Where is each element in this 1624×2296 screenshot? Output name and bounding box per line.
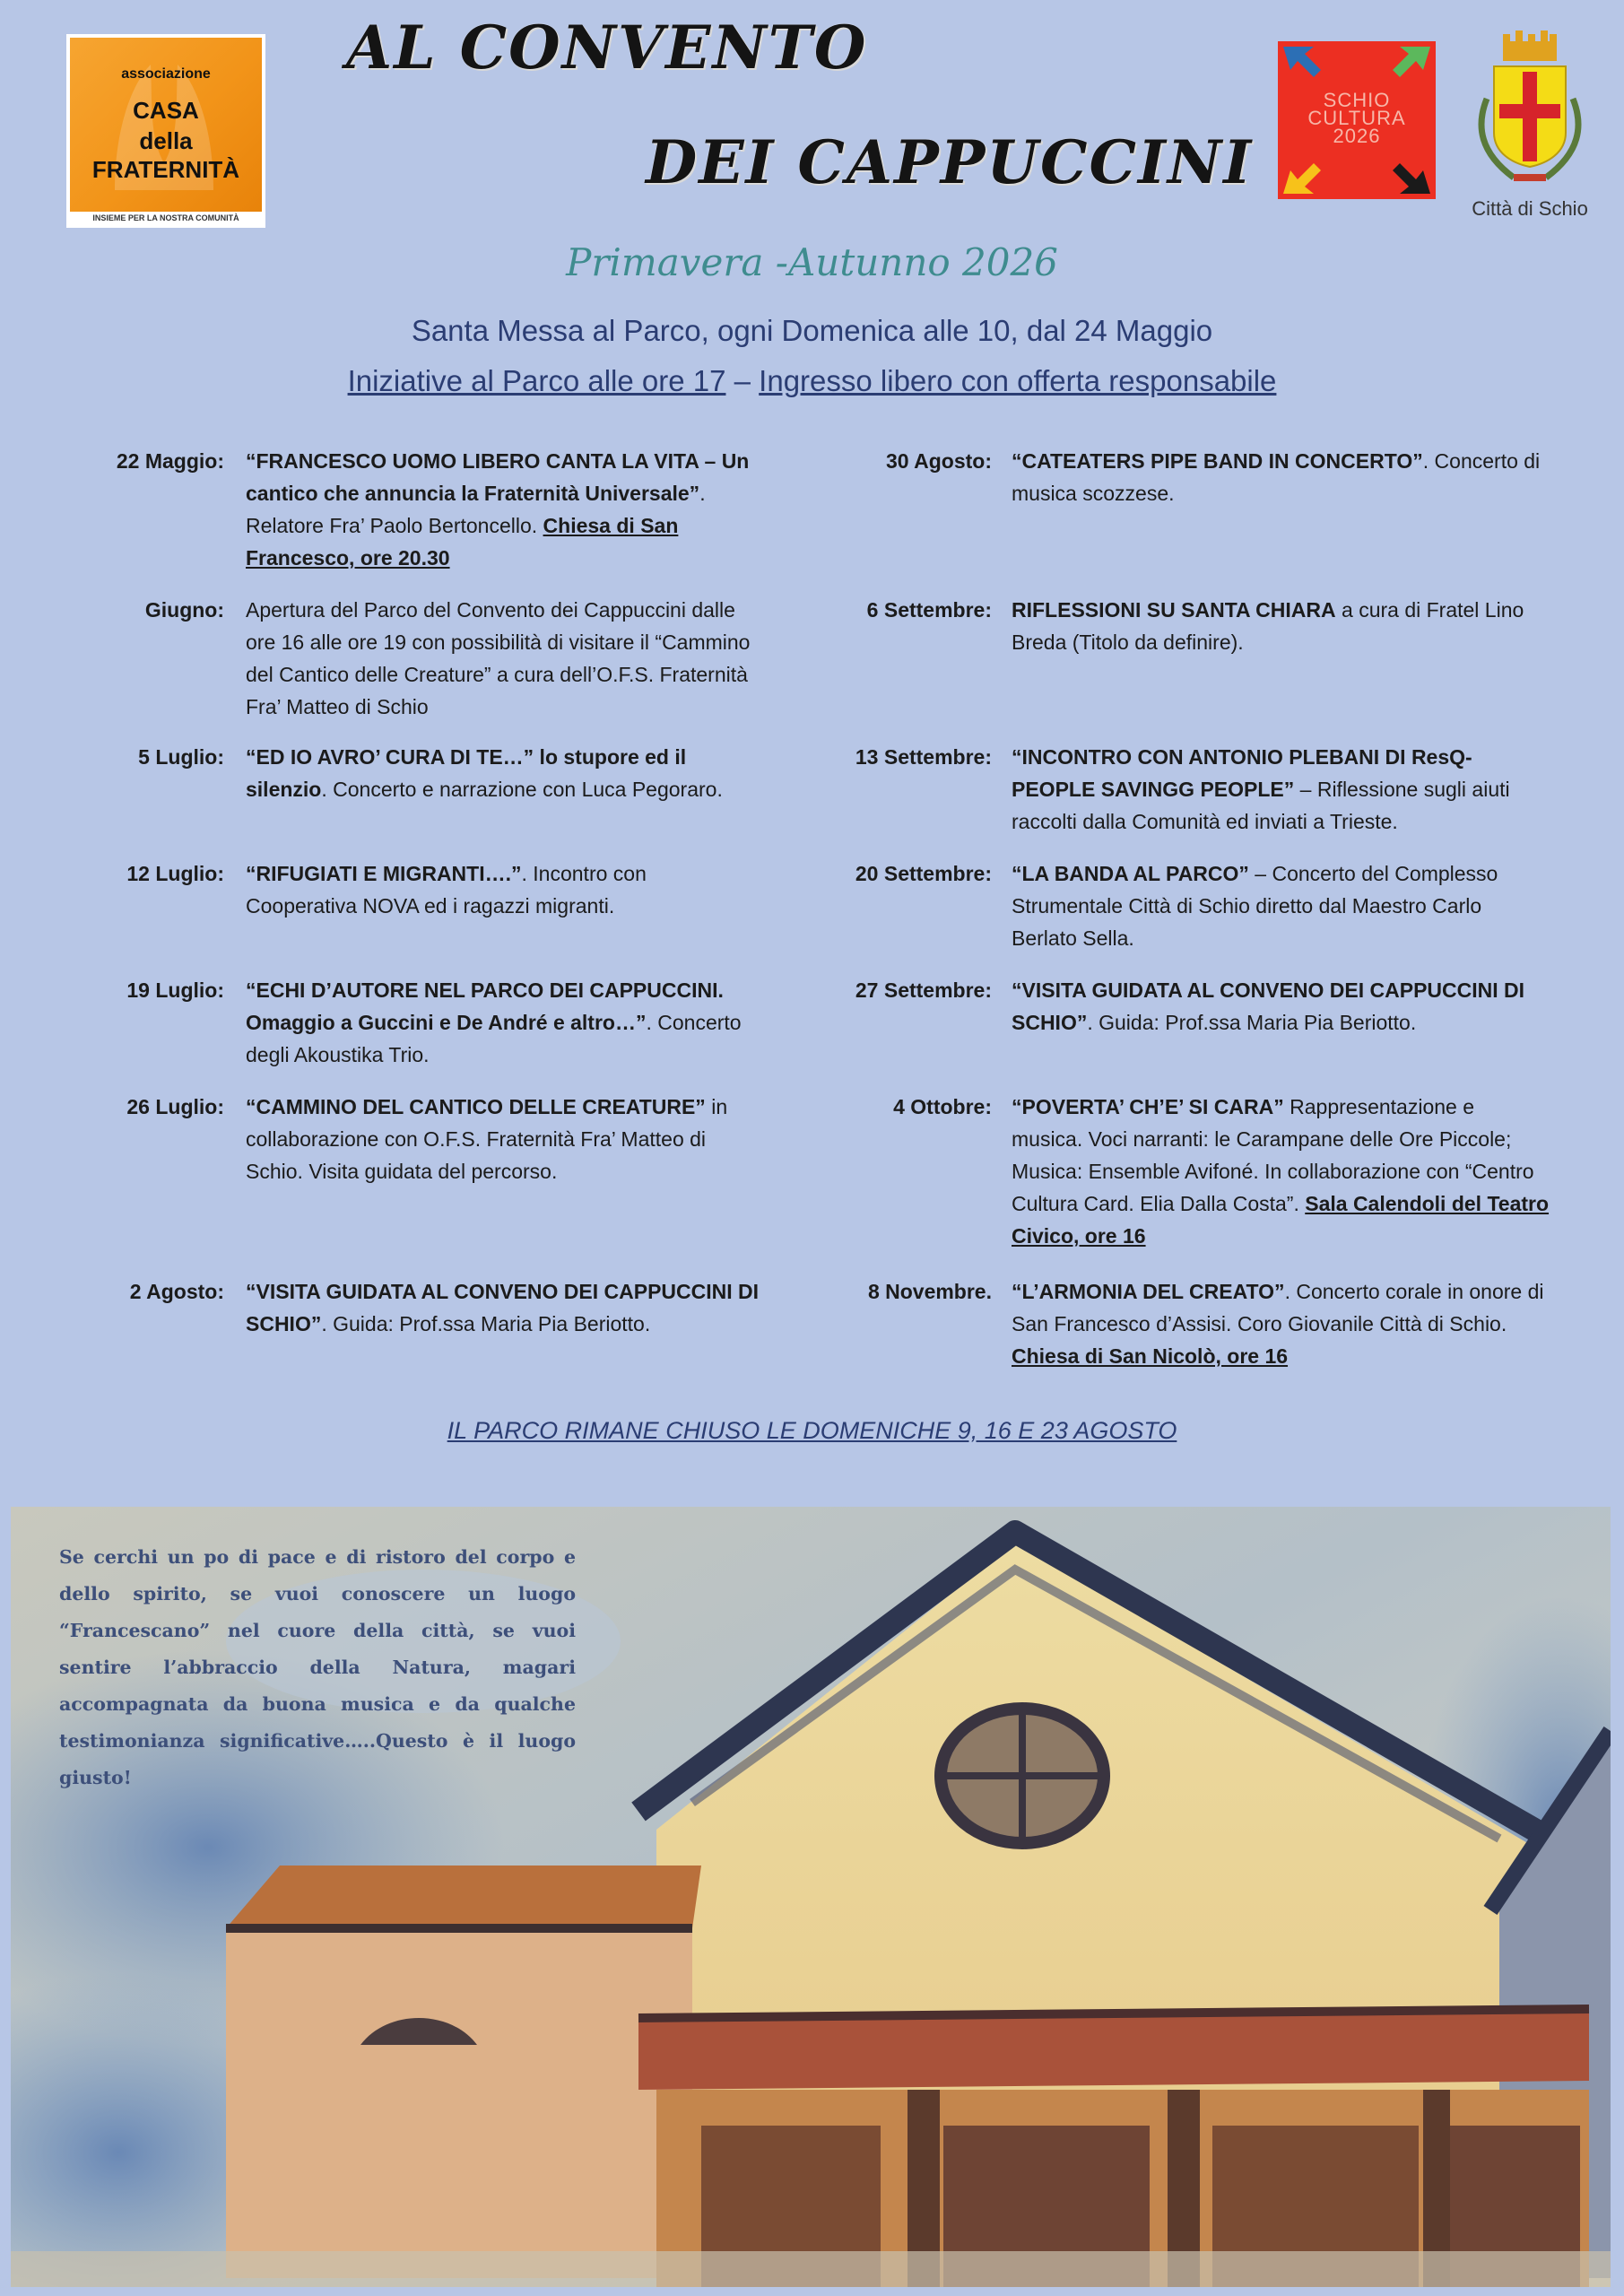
event-date: 22 Maggio: — [116, 449, 224, 473]
event-description — [246, 594, 761, 723]
event-title: “ED IO AVRO’ CURA DI TE…” lo stupore ed il silenzio — [246, 745, 687, 801]
event-text: . Incontro con Cooperativa NOVA ed i ragazzi migranti. — [246, 862, 647, 918]
event-description — [246, 741, 761, 805]
event-title: RIFLESSIONI SU SANTA CHIARA — [1012, 598, 1336, 622]
event-title: “ECHI D’AUTORE NEL PARCO DEI CAPPUCCINI. Omaggio a Guccini e De André e altro…” — [246, 978, 724, 1034]
event-text: . Concerto di musica scozzese. — [1012, 449, 1541, 505]
schio-logo-line1: SCHIO — [1323, 89, 1391, 111]
event-text: Apertura del Parco del Convento dei Cappuccini dalle ore 16 alle ore 19 con possibilità di visitare il “Cammino del Cantico delle Creature” a cura dell’O.F.S. Fraternità Fra’ Matteo di Schio — [246, 598, 751, 718]
citta-di-schio-logo — [1460, 27, 1600, 224]
event-text: . Concerto degli Akoustika Trio. — [246, 1011, 742, 1066]
event-date: 4 Ottobre: — [893, 1095, 992, 1118]
event-title: “LA BANDA AL PARCO” — [1012, 862, 1249, 885]
event-description — [1012, 857, 1550, 954]
event-location: Chiesa di San Nicolò, ore 16 — [1012, 1344, 1289, 1368]
event-title: “L’ARMONIA DEL CREATO” — [1012, 1280, 1285, 1303]
event-description — [1012, 1275, 1550, 1372]
event-description — [246, 445, 761, 574]
event-text: Rappresentazione e musica. Voci narranti: le Carampane delle Ore Piccole; Musica: Ensemble Avifoné. In collaborazione con “Centro Cultura Card. Elia Dalla Costa”. — [1012, 1095, 1534, 1215]
event-date: Giugno: — [144, 598, 224, 622]
schio-logo-line3: 2026 — [1333, 125, 1381, 147]
event-location: Chiesa di San Francesco, ore 20.30 — [246, 514, 679, 570]
event-title: “VISITA GUIDATA AL CONVENO DEI CAPPUCCINI DI SCHIO” — [1012, 978, 1525, 1034]
logo-tagline: INSIEME PER LA NOSTRA COMUNITÀ — [92, 213, 239, 222]
season-subtitle: Primavera -Autunno 2026 — [566, 240, 1058, 284]
event-text: . Concerto e narrazione con Luca Pegoraro. — [321, 778, 723, 801]
page-title-line2: DEI CAPPUCCINI — [646, 127, 1254, 197]
citta-di-schio-label: Città di Schio — [1472, 197, 1588, 220]
logo-line-fraternita: FRATERNITÀ — [91, 156, 240, 183]
event-date: 19 Luglio: — [126, 978, 224, 1002]
event-date: 13 Settembre: — [855, 745, 992, 769]
casa-fraternita-logo — [66, 34, 265, 228]
event-date: 2 Agosto: — [129, 1280, 224, 1303]
event-text: . Concerto corale in onore di San Francesco d’Assisi. Coro Giovanile Città di Schio. — [1012, 1280, 1544, 1335]
event-title: “RIFUGIATI E MIGRANTI….” — [246, 862, 522, 885]
coat-of-arms-icon — [1460, 27, 1600, 197]
event-description — [1012, 594, 1550, 658]
event-title: “CATEATERS PIPE BAND IN CONCERTO” — [1012, 449, 1423, 473]
event-date: 20 Settembre: — [855, 862, 992, 885]
event-description — [1012, 974, 1550, 1039]
schio-cultura-logo — [1278, 41, 1436, 199]
event-text: in collaborazione con O.F.S. Fraternità Fra’ Matteo di Schio. Visita guidata del percorso. — [246, 1095, 728, 1183]
event-date: 12 Luglio: — [126, 862, 224, 885]
schio-logo-line2: CULTURA — [1307, 107, 1406, 129]
mass-schedule: Santa Messa al Parco, ogni Domenica alle 10, dal 24 Maggio — [411, 314, 1213, 347]
event-description — [1012, 445, 1550, 509]
event-description — [1012, 1091, 1550, 1252]
event-text: – Riflessione sugli aiuti raccolti dalla Comunità ed inviati a Trieste. — [1012, 778, 1510, 833]
event-text: . Relatore Fra’ Paolo Bertoncello. — [246, 482, 706, 537]
event-text: – Concerto del Complesso Strumentale Città di Schio diretto dal Maestro Carlo Berlato Sella. — [1012, 862, 1498, 950]
event-description — [246, 974, 761, 1071]
event-date: 30 Agosto: — [886, 449, 992, 473]
event-date: 6 Settembre: — [866, 598, 992, 622]
events-separator: – — [725, 364, 760, 397]
page-title-line1: AL CONVENTO — [346, 13, 868, 83]
event-date: 5 Luglio: — [138, 745, 224, 769]
event-location: Sala Calendoli del Teatro Civico, ore 16 — [1012, 1192, 1550, 1248]
logo-line-casa: CASA — [133, 97, 199, 124]
entry-note: Ingresso libero con offerta responsabile — [759, 364, 1277, 397]
closure-notice: IL PARCO RIMANE CHIUSO LE DOMENICHE 9, 16 E 23 AGOSTO — [447, 1417, 1177, 1444]
event-title: “INCONTRO CON ANTONIO PLEBANI DI ResQ-PEOPLE SAVINGG PEOPLE” — [1012, 745, 1472, 801]
event-title: “FRANCESCO UOMO LIBERO CANTA LA VITA – Un cantico che annuncia la Fraternità Universale” — [246, 449, 750, 505]
events-time-note: Iniziative al Parco alle ore 17 — [347, 364, 726, 397]
event-date: 8 Novembre. — [867, 1280, 992, 1303]
event-title: “CAMMINO DEL CANTICO DELLE CREATURE” — [246, 1095, 706, 1118]
event-description — [246, 1275, 761, 1340]
event-text: a cura di Fratel Lino Breda (Titolo da definire). — [1012, 598, 1524, 654]
painting-caption: Se cerchi un po di pace e di ristoro del corpo e dello spirito, se vuoi conoscere un luogo “Francescano” nel cuore della città, se vuoi sentire l’abbraccio della Natura, magari accompagnata da buona musica e da qualche testimonianza significative…..Questo è il luogo giusto! — [59, 1546, 576, 1788]
event-description — [246, 857, 761, 922]
event-date: 27 Settembre: — [855, 978, 992, 1002]
event-title: “VISITA GUIDATA AL CONVENO DEI CAPPUCCINI DI SCHIO” — [246, 1280, 760, 1335]
event-description — [246, 1091, 761, 1187]
event-title: “POVERTA’ CH’E’ SI CARA” — [1012, 1095, 1284, 1118]
event-text: . Guida: Prof.ssa Maria Pia Beriotto. — [321, 1312, 651, 1335]
events-info-line — [0, 364, 1624, 398]
event-text: . Guida: Prof.ssa Maria Pia Beriotto. — [1087, 1011, 1417, 1034]
event-description — [1012, 741, 1550, 838]
logo-line-associazione: associazione — [121, 66, 211, 82]
event-date: 26 Luglio: — [126, 1095, 224, 1118]
logo-line-della: della — [139, 127, 193, 154]
